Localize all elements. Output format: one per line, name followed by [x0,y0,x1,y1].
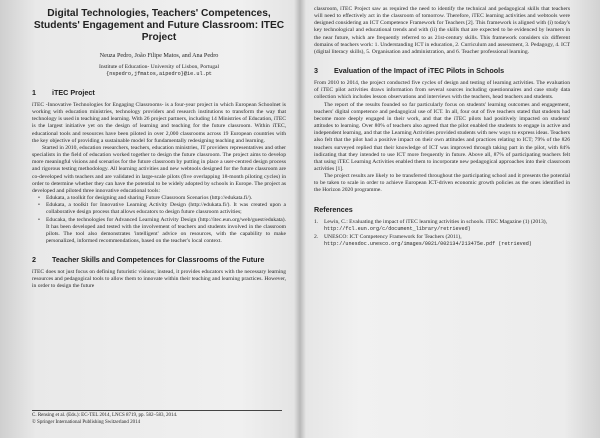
section-number: 3 [314,66,318,76]
reference-url: http://unesdoc.unesco.org/images/0021/002134/213475e.pdf (retrieved) [324,240,532,247]
author-emails: {nspedro,jfmatos,aipedro}@ie.ul.pt [106,71,212,77]
section-1-heading [32,88,286,97]
section-3-paragraph-3: The project results are likely to be transferred throughout the participating school and it presents the potential to be taken to scale in order to achieve European ICT-driven economic growth policies as the ones identified in the Horizon 2020 programme. [314,173,570,194]
page-footer [32,410,282,426]
continued-paragraph: classroom, iTEC Project saw as required the need to identify the technical and pedagogical skills that teachers will need to effectively act in the classroom of tomorrow. Therefore, iTEC learning activities and webtools were designed considering an ICT Competence Framework for Teachers [2]. This framework is aligned with (i) today's key technological and educational trends and with (ii) the skills that are expected to be evidenced by learners in the near future, which are frequently referred to as 21st-century skills. This framework considers six different domains of teachers work: 1. Understanding ICT in education, 2. Curriculum and assessment, 3. Pedagogy, 4. ICT (digital literacy skills), 5. Organisation and administration, and 6. Teacher professional learning. [314,6,570,55]
section-number: 1 [32,88,36,97]
reference-number: 2. [314,233,319,240]
section-title: iTEC Project [52,88,95,97]
reference-url: http://fcl.eun.org/c/document_library/retrieved) [324,225,471,232]
section-number: 2 [32,255,36,265]
paper-authors: Neuza Pedro, João Filipe Matos, and Ana Pedro [99,52,219,59]
reference-number: 1. [314,218,319,225]
right-page [300,0,600,438]
section-2-heading [32,255,286,264]
paper-title: Digital Technologies, Teachers' Competences, Students' Engagement and Future Classroom: ITEC Project [33,8,285,43]
section-title: Teacher Skills and Competences for Classrooms of the Future [52,255,265,265]
reference-item [314,219,570,233]
reference-text: Lewin, C.: Evaluating the impact of iTEC learning activities in schools. iTEC Magazine (1) (2013), [324,218,548,225]
section-3-paragraph-1: From 2010 to 2014, the project conducted five cycles of design and testing of learning activities. The evaluation of iTEC pilot activities draws information from several sources including questionnaires and case study data collection which includes lesson observations and interviews with the teachers, head teachers and students. [314,80,570,101]
references-heading [314,205,570,214]
affiliation: Institute of Education- University of Lisbon, Portugal [98,64,220,70]
tools-list [32,195,286,245]
citation-line: C. Rensing et al. (Eds.): EC-TEL 2014, LNCS 8719, pp. 582–583, 2014. [32,413,178,419]
list-item: • Educaka, the technologies for Advanced Learning Activity Design (http://itec.eun.org/web/guest/edukata). It has been developed and tested with the involvement of teachers and students involved in the classroom pilots. The tool also demonstrates 'intelligent' advice on resources, with the capability to make personalized, informed recommendations, based on the teacher's local context. [46,217,286,246]
section-1-paragraph-1: iTEC -Innovative Technologies for Engaging Classrooms- is a four-year project in which European Schoolnet is working with education ministries, technology providers and research institutions to transform the way that technology is used in teaching and learning. With 26 project partners, including 14 Ministries of Education, iTEC is the largest initiative yet on the design of learning and teaching for the future classroom. Within iTEC, educational tools and resources have been piloted in over 2,000 classrooms across 19 European countries with the key objective of providing a sustainable model for fundamentally redesigning teaching and learning. [32,102,286,144]
list-item: • Edukata, a toolkit for Innovative Learning Activity Design (http://edukata.fi/). It was created upon a collaborative design process that allows educators to design future classroom activities; [46,202,286,216]
section-title: Evaluation of the Impact of iTEC Pilots in Schools [334,66,505,76]
section-3-paragraph-2: The report of the results founded so far particularly focus on students' learning outcomes and engagement, teachers' digital competence and pedagogical use of ICT. In all, four out of five teachers stated that students had become more deeply engaged in their work, and that the iTEC pilots had positively impacted on students' attitudes to learning. Over 80% of teachers also agreed that the pilot enabled the students to engage in active and independent learning, and that the Learning Activities provided students with new ways to express ideas. Teachers also felt that the pilot had a positive impact on their own attitudes and practices relating to ICT; 79% of the 826 teachers surveyed replied that their knowledge of ICT was improved through taking part in the pilot, with 84% indicating that they intended to use ICT more frequently in future. Above all, 87% of participating teachers felt that using iTEC Learning Activities enabled them to incorporate new pedagogical approaches into their classroom activities [1]. [314,101,570,172]
copyright-line: © Springer International Publishing Switzerland 2014 [32,419,141,425]
reference-text: UNESCO: ICT Competency Framework for Teachers (2011), [324,233,462,240]
section-title: References [314,204,353,214]
references-list [314,219,570,248]
section-3-heading [314,66,570,75]
section-2-paragraph: iTEC does not just focus on defining futuristic visions; instead, it provides educators with the necessary learning resources and pedagogical tools to allow them to innovate within their teaching and learning practices. However, in order to design the future [32,269,286,290]
section-1-paragraph-2: Started in 2010, education researchers, teachers, education ministries, IT providers representatives and other specialists in the field of education worked together to design the future classroom. The project aims to develop more meaningful visions and scenarios for the future classroom by putting in place a user-centred design process and rigorous testing methodology. All learning activities and new webtools designed for the future classroom are co-developed with teachers and are validated in large-scale pilots (five overlapping 18-month piloting cycles) in order to determine whether they can have the potential to be widely adopted by schools in Europe. The project as developed and piloted three innovative educational tools: [32,144,286,194]
reference-item [314,234,570,248]
list-item: • Edukata, a toolkit for designing and sharing Future Classroom Scenarios (http://edukata.fi/). [46,195,286,202]
